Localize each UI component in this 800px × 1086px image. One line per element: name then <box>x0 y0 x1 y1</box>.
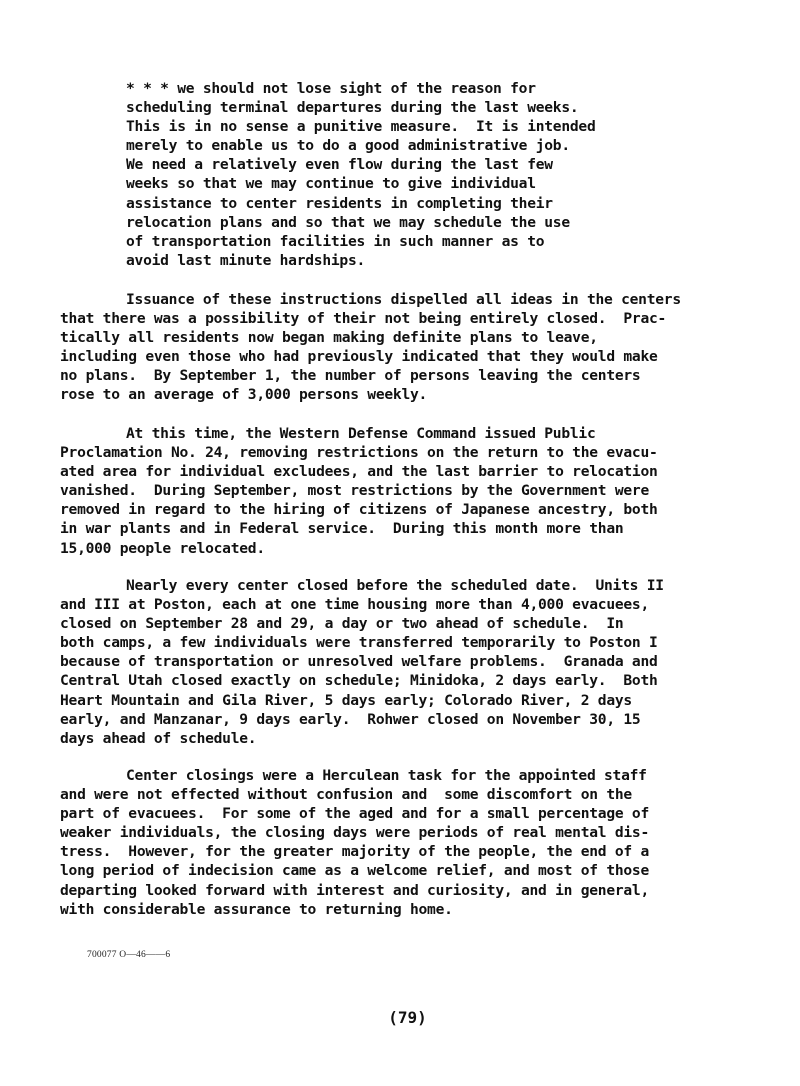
paragraph-line: ated area for individual excludees, and the last barrier to relocation <box>60 463 658 481</box>
paragraph-line: and III at Poston, each at one time housing more than 4,000 evacuees, <box>60 596 649 614</box>
quote-line: weeks so that we may continue to give individual <box>126 175 536 193</box>
paragraph-line: vanished. During September, most restrictions by the Government were <box>60 482 649 500</box>
paragraph-line: At this time, the Western Defense Command issued Public <box>126 425 596 442</box>
paragraph-line: Nearly every center closed before the scheduled date. Units II <box>126 577 664 594</box>
paragraph-line: no plans. By September 1, the number of persons leaving the centers <box>60 367 641 385</box>
quote-line: We need a relatively even flow during the last few <box>126 156 553 174</box>
paragraph-line: in war plants and in Federal service. During this month more than <box>60 520 624 538</box>
paragraph-center-closings-dates <box>60 576 760 748</box>
paragraph-instructions <box>60 290 760 405</box>
quote-line: scheduling terminal departures during the last weeks. <box>126 99 579 117</box>
paragraph-line: that there was a possibility of their not being entirely closed. Prac- <box>60 310 667 328</box>
paragraph-line: tically all residents now began making definite plans to leave, <box>60 329 598 347</box>
quote-line: * * * we should not lose sight of the reason for <box>126 80 536 97</box>
paragraph-line: 15,000 people relocated. <box>60 539 265 557</box>
print-code: 700077 O—46——6 <box>87 950 171 960</box>
paragraph-line: early, and Manzanar, 9 days early. Rohwer closed on November 30, 15 <box>60 710 641 728</box>
quote-line: This is in no sense a punitive measure. It is intended <box>126 118 596 136</box>
quote-line: merely to enable us to do a good administrative job. <box>126 137 570 155</box>
paragraph-line: long period of indecision came as a welcome relief, and most of those <box>60 862 649 880</box>
block-quote <box>126 79 800 270</box>
paragraph-line: Proclamation No. 24, removing restrictions on the return to the evacu- <box>60 444 658 462</box>
paragraph-line: because of transportation or unresolved welfare problems. Granada and <box>60 653 658 671</box>
paragraph-line: tress. However, for the greater majority of the people, the end of a <box>60 843 649 861</box>
paragraph-herculean-task <box>60 766 760 919</box>
paragraph-line: both camps, a few individuals were transferred temporarily to Poston I <box>60 634 658 652</box>
paragraph-proclamation <box>60 424 760 558</box>
paragraph-line: with considerable assurance to returning home. <box>60 900 453 918</box>
paragraph-line: departing looked forward with interest and curiosity, and in general, <box>60 881 649 899</box>
paragraph-line: Center closings were a Herculean task for the appointed staff <box>126 767 647 784</box>
quote-line: assistance to center residents in completing their <box>126 194 553 212</box>
paragraph-line: weaker individuals, the closing days were periods of real mental dis- <box>60 824 649 842</box>
paragraph-line: days ahead of schedule. <box>60 729 257 747</box>
paragraph-line: Central Utah closed exactly on schedule; Minidoka, 2 days early. Both <box>60 672 658 690</box>
page-number: (79) <box>388 1008 427 1027</box>
quote-line: avoid last minute hardships. <box>126 251 366 269</box>
paragraph-line: closed on September 28 and 29, a day or two ahead of schedule. In <box>60 615 624 633</box>
paragraph-line: removed in regard to the hiring of citizens of Japanese ancestry, both <box>60 501 658 519</box>
quote-line: of transportation facilities in such manner as to <box>126 232 545 250</box>
quote-line: relocation plans and so that we may schedule the use <box>126 213 570 231</box>
paragraph-line: rose to an average of 3,000 persons weekly. <box>60 386 428 404</box>
paragraph-line: part of evacuees. For some of the aged and for a small percentage of <box>60 805 649 823</box>
paragraph-line: Issuance of these instructions dispelled all ideas in the centers <box>126 291 681 308</box>
paragraph-line: and were not effected without confusion and some discomfort on the <box>60 786 632 804</box>
paragraph-line: Heart Mountain and Gila River, 5 days early; Colorado River, 2 days <box>60 691 632 709</box>
paragraph-line: including even those who had previously indicated that they would make <box>60 348 658 366</box>
